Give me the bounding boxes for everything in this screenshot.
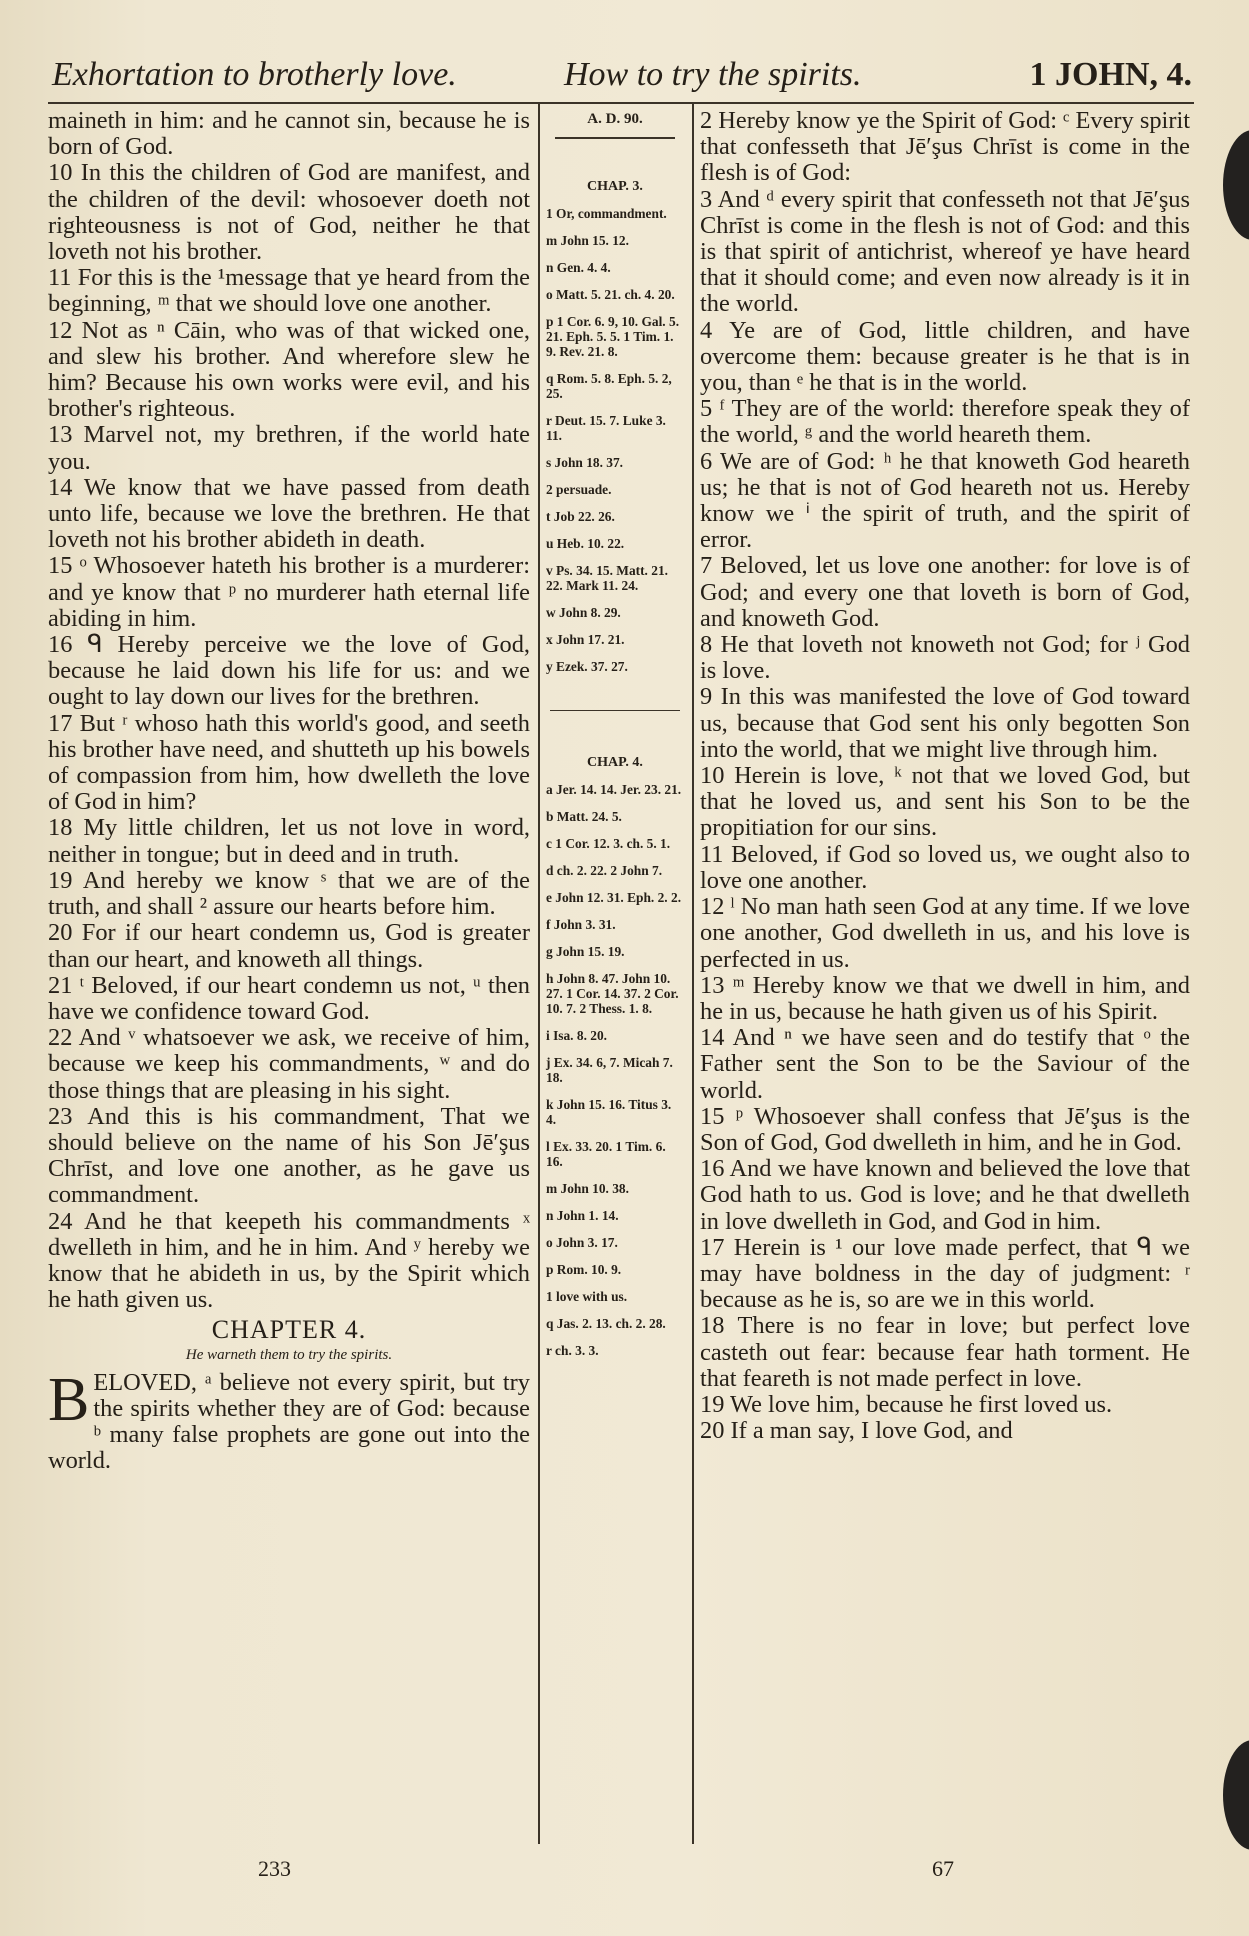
header-book-chapter: 1 JOHN, 4. [1029, 56, 1192, 93]
marginal-note: m John 15. 12. [546, 232, 629, 248]
verse-4-17: 17 Herein is ¹ our love made perfect, that ᑫ we may have boldness in the day of judgment: ʳ because as he is, so are we in this world. [700, 1233, 1190, 1314]
chap3-notes [546, 206, 684, 674]
verse-3-17: 17 But ʳ whoso hath this world's good, and seeth his brother have need, and shutteth up his bowels of compassion from him, how dwelleth the love of God in him? [48, 709, 530, 816]
left-text-column [48, 108, 530, 1475]
chap4-label: CHAP. 4. [587, 755, 643, 770]
verse-continuation: maineth in him: and he cannot sin, because he is born of God. [48, 107, 530, 161]
marginal-note: l Ex. 33. 20. 1 Tim. 6. 16. [546, 1139, 666, 1169]
verse-3-14: 14 We know that we have passed from death unto life, because we love the brethren. He that loveth not his brother abideth in death. [48, 473, 530, 554]
verse-4-1-text: ELOVED, ᵃ believe not every spirit, but try the spirits whether they are of God: because ᵇ many false prophets are gone out into the world. [48, 1368, 530, 1475]
verse-3-15: 15 ᵒ Whosoever hateth his brother is a murderer: and ye know that ᵖ no murderer hath eternal life abiding in him. [48, 552, 530, 632]
marginal-note: y Ezek. 37. 27. [546, 658, 628, 674]
marginal-note: x John 17. 21. [546, 631, 625, 647]
verse-4-6: 6 We are of God: ʰ he that knoweth God heareth us; he that is not of God heareth not us. Hereby know we ⁱ the spirit of truth, and the spirit of error. [700, 447, 1190, 554]
marginal-note: b Matt. 24. 5. [546, 809, 622, 824]
marginal-note: q Rom. 5. 8. Eph. 5. 2, 25. [546, 370, 672, 401]
verse-3-22: 22 And ᵛ whatsoever we ask, we receive of him, because we keep his commandments, ʷ and do those things that are pleasing in his sight. [48, 1024, 530, 1104]
verse-4-2: 2 Hereby know ye the Spirit of God: ᶜ Every spirit that confesseth that Jē′şus Chrīst is come in the flesh is of God: [700, 107, 1190, 187]
marginal-note: o John 3. 17. [546, 1235, 618, 1250]
marginal-note: m John 10. 38. [546, 1181, 629, 1196]
header-left: Exhortation to brotherly love. [52, 56, 457, 93]
header-middle: How to try the spirits. [564, 56, 862, 93]
verse-4-20: 20 If a man say, I love God, and [700, 1417, 1013, 1445]
verse-4-5: 5 ᶠ They are of the world: therefore speak they of the world, ᵍ and the world heareth them. [700, 395, 1190, 449]
verse-3-24: 24 And he that keepeth his commandments ˣ dwelleth in him, and he in him. And ʸ hereby we know that he abideth in us, by the Spirit which he hath given us. [48, 1207, 530, 1314]
verse-3-10: 10 In this the children of God are manifest, and the children of the devil: whosoever doeth not righteousness is not of God, neither he that loveth not his brother. [48, 159, 530, 266]
marginal-note: h John 8. 47. John 10. 27. 1 Cor. 14. 37. 2 Cor. 10. 7. 2 Thess. 1. 8. [546, 971, 679, 1016]
verse-4-18: 18 There is no fear in love; but perfect love casteth out fear: because fear hath torment. He that feareth is not made perfect in love. [700, 1312, 1190, 1392]
verse-3-19: 19 And hereby we know ˢ that we are of the truth, and shall ² assure our hearts before him. [48, 866, 530, 921]
right-text-column [700, 108, 1190, 1444]
marginal-note: j Ex. 34. 6, 7. Micah 7. 18. [546, 1055, 673, 1085]
marginal-note: d ch. 2. 22. 2 John 7. [546, 863, 663, 878]
marginal-note: i Isa. 8. 20. [546, 1028, 608, 1043]
running-header [52, 56, 1192, 102]
marginal-note: 2 persuade. [546, 481, 612, 497]
chapter-summary: He warneth them to try the spirits. [185, 1346, 393, 1363]
chap-rule [550, 710, 680, 712]
verse-3-18: 18 My little children, let us not love in word, neither in tongue; but in deed and in truth. [48, 814, 530, 868]
marginal-note: v Ps. 34. 15. Matt. 21. 22. Mark 11. 24. [546, 562, 668, 593]
marginal-note: a Jer. 14. 14. Jer. 23. 21. [546, 782, 682, 797]
column-rule-left [538, 104, 540, 1844]
marginal-note: g John 15. 19. [546, 944, 625, 959]
marginal-note: 1 Or, commandment. [546, 205, 667, 221]
marginal-note: t Job 22. 26. [546, 508, 615, 524]
verse-4-1 [48, 1365, 530, 1475]
marginal-note: f John 3. 31. [546, 917, 616, 932]
marginal-note: e John 12. 31. Eph. 2. 2. [546, 890, 682, 905]
verse-4-13: 13 ᵐ Hereby know we that we dwell in him, and he in us, because he hath given us of his Spirit. [700, 971, 1190, 1025]
verse-3-20: 20 For if our heart condemn us, God is greater than our heart, and knoweth all things. [48, 919, 530, 973]
marginal-note: r ch. 3. 3. [546, 1343, 599, 1358]
column-rule-right [692, 104, 694, 1844]
verse-4-19: 19 We love him, because he first loved us. [700, 1390, 1113, 1418]
verse-4-8: 8 He that loveth not knoweth not God; for ʲ God is love. [700, 631, 1190, 685]
verse-4-16: 16 And we have known and believed the love that God hath to us. God is love; and he that dwelleth in love dwelleth in God, and God in him. [700, 1155, 1190, 1235]
marginal-note: 1 love with us. [546, 1289, 628, 1304]
chap4-notes [546, 782, 684, 1358]
verse-4-7: 7 Beloved, let us love one another: for love is of God; and every one that loveth is born of God, and knoweth God. [700, 552, 1190, 632]
verse-3-11: 11 For this is the ¹message that ye heard from the beginning, ᵐ that we should love one another. [48, 264, 530, 318]
marginal-note: q Jas. 2. 13. ch. 2. 28. [546, 1316, 666, 1331]
marginal-note: r Deut. 15. 7. Luke 3. 11. [546, 412, 666, 443]
verse-3-12: 12 Not as ⁿ Cāin, who was of that wicked one, and slew his brother. And wherefore slew he him? Because his own works were evil, and his brother's righteous. [48, 316, 530, 423]
marginal-note: u Heb. 10. 22. [546, 535, 625, 551]
chap3-label: CHAP. 3. [587, 178, 643, 194]
verse-4-9: 9 In this was manifested the love of God toward us, because that God sent his only begotten Son into the world, that we might live through him. [700, 683, 1190, 763]
verse-4-12: 12 ˡ No man hath seen God at any time. If we love one another, God dwelleth in us, and his love is perfected in us. [700, 893, 1190, 973]
thumb-index-tab-top [1223, 130, 1249, 240]
year-rule [555, 137, 675, 139]
marginal-note: n John 1. 14. [546, 1208, 619, 1223]
verse-4-11: 11 Beloved, if God so loved us, we ought also to love one another. [700, 840, 1190, 894]
verse-3-13: 13 Marvel not, my brethren, if the world hate you. [48, 421, 530, 475]
drop-cap: B [48, 1365, 90, 1434]
verse-3-16: 16 ᑫ Hereby perceive we the love of God, because he laid down his life for us: and we ought to lay down our lives for the brethren. [48, 631, 530, 711]
marginal-note: s John 18. 37. [546, 454, 624, 470]
verse-4-15: 15 ᵖ Whosoever shall confess that Jē′şus is the Son of God, God dwelleth in him, and he in God. [700, 1102, 1190, 1156]
verse-4-4: 4 Ye are of God, little children, and have overcome them: because greater is he that is in you, than ᵉ he that is in the world. [700, 316, 1190, 397]
right-page-number: 67 [932, 1856, 954, 1881]
verse-4-14: 14 And ⁿ we have seen and do testify that ᵒ the Father sent the Son to be the Saviour of the world. [700, 1024, 1190, 1104]
marginal-note: n Gen. 4. 4. [546, 259, 611, 275]
marginal-note: p Rom. 10. 9. [546, 1262, 622, 1277]
left-page-number: 233 [258, 1856, 291, 1881]
verse-3-23: 23 And this is his commandment, That we should believe on the name of his Son Jē′şus Chrīst, and love one another, as he gave us commandment. [48, 1102, 530, 1209]
verse-3-21: 21 ᵗ Beloved, if our heart condemn us not, ᵘ then have we confidence toward God. [48, 971, 530, 1025]
year-marker: A. D. 90. [587, 111, 643, 127]
verse-4-3: 3 And ᵈ every spirit that confesseth not that Jē′şus Chrīst is come in the flesh is not of God: and this is that spirit of antichrist, whereof ye have heard that it should come; and even now already is it in the world. [700, 185, 1190, 318]
marginal-note: p 1 Cor. 6. 9, 10. Gal. 5. 21. Eph. 5. 5. 1 Tim. 1. 9. Rev. 21. 8. [546, 313, 680, 359]
thumb-index-tab-bottom [1223, 1740, 1249, 1850]
marginal-note: k John 15. 16. Titus 3. 4. [546, 1097, 672, 1127]
header-rule [48, 102, 1194, 104]
verse-4-10: 10 Herein is love, ᵏ not that we loved God, but that he loved us, and sent his Son to be the propitiation for our sins. [700, 762, 1190, 842]
marginal-note: c 1 Cor. 12. 3. ch. 5. 1. [546, 836, 671, 851]
center-reference-column [546, 108, 684, 1358]
marginal-note: w John 8. 29. [546, 604, 621, 620]
marginal-note: o Matt. 5. 21. ch. 4. 20. [546, 286, 675, 302]
chapter-heading: CHAPTER 4. [211, 1315, 367, 1345]
